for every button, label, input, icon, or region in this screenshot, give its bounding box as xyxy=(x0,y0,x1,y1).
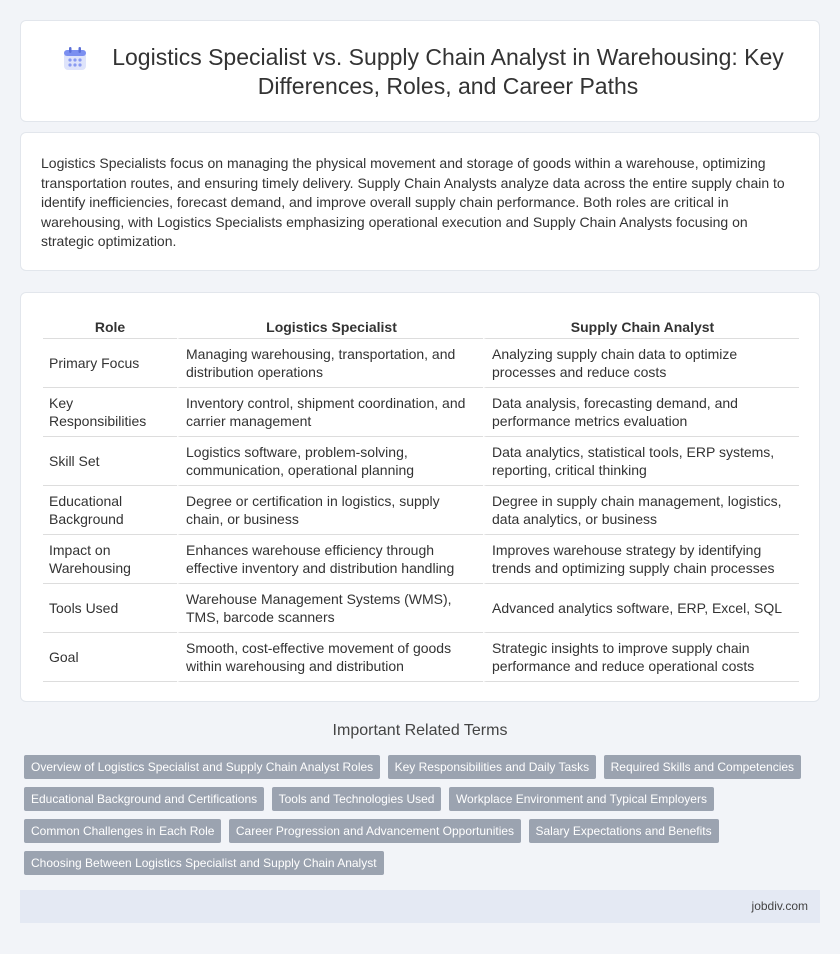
analyst-cell: Improves warehouse strategy by identifying trends and optimizing supply chain processes xyxy=(483,535,799,584)
row-label: Educational Background xyxy=(43,486,177,535)
calendar-icon xyxy=(61,45,89,73)
related-term-tag[interactable]: Workplace Environment and Typical Employers xyxy=(449,787,714,811)
table-row xyxy=(43,388,799,437)
related-term-tag[interactable]: Overview of Logistics Specialist and Supply Chain Analyst Roles xyxy=(24,755,380,779)
table-row xyxy=(43,437,799,486)
intro-card xyxy=(20,132,820,271)
related-term-tag[interactable]: Common Challenges in Each Role xyxy=(24,819,221,843)
logistics-cell: Logistics software, problem-solving, communication, operational planning xyxy=(177,437,483,486)
row-label: Impact on Warehousing xyxy=(43,535,177,584)
analyst-cell: Strategic insights to improve supply chain performance and reduce operational costs xyxy=(483,633,799,682)
row-label: Primary Focus xyxy=(43,339,177,388)
logistics-cell: Enhances warehouse efficiency through effective inventory and distribution handling xyxy=(177,535,483,584)
logistics-cell: Managing warehousing, transportation, and distribution operations xyxy=(177,339,483,388)
related-term-tag[interactable]: Required Skills and Competencies xyxy=(604,755,801,779)
logistics-cell: Degree or certification in logistics, supply chain, or business xyxy=(177,486,483,535)
comparison-card xyxy=(20,292,820,702)
related-term-tag[interactable]: Educational Background and Certifications xyxy=(24,787,264,811)
logistics-cell: Smooth, cost-effective movement of goods within warehousing and distribution xyxy=(177,633,483,682)
header-logistics-specialist: Logistics Specialist xyxy=(177,313,483,339)
comparison-table xyxy=(43,313,799,682)
row-label: Key Responsibilities xyxy=(43,388,177,437)
related-term-tag[interactable]: Tools and Technologies Used xyxy=(272,787,442,811)
related-terms-title: Important Related Terms xyxy=(332,722,508,739)
logistics-cell: Warehouse Management Systems (WMS), TMS, barcode scanners xyxy=(177,584,483,633)
header-supply-chain-analyst: Supply Chain Analyst xyxy=(483,313,799,339)
table-row xyxy=(43,633,799,682)
analyst-cell: Data analytics, statistical tools, ERP systems, reporting, critical thinking xyxy=(483,437,799,486)
row-label: Goal xyxy=(43,633,177,682)
related-term-tag[interactable]: Key Responsibilities and Daily Tasks xyxy=(388,755,597,779)
related-term-tag[interactable]: Salary Expectations and Benefits xyxy=(529,819,719,843)
row-label: Skill Set xyxy=(43,437,177,486)
logistics-cell: Inventory control, shipment coordination, and carrier management xyxy=(177,388,483,437)
header-card xyxy=(20,20,820,122)
related-term-tag[interactable]: Career Progression and Advancement Opportunities xyxy=(229,819,521,843)
table-row xyxy=(43,339,799,388)
analyst-cell: Data analysis, forecasting demand, and performance metrics evaluation xyxy=(483,388,799,437)
intro-paragraph: Logistics Specialists focus on managing the physical movement and storage of goods within a warehouse, optimizing transportation routes, and ensuring timely delivery. Supply Chain Analysts analyze data across the entire supply chain to identify inefficiencies, forecast demand, and improve overall supply chain performance. Both roles are critical in warehousing, with Logistics Specialists emphasizing operational execution and Supply Chain Analysts focusing on strategic optimization. xyxy=(41,155,785,250)
table-row xyxy=(43,486,799,535)
analyst-cell: Advanced analytics software, ERP, Excel, SQL xyxy=(483,584,799,633)
table-row xyxy=(43,535,799,584)
table-header-row xyxy=(43,313,799,339)
related-terms-list xyxy=(24,755,814,883)
header-role: Role xyxy=(43,313,177,339)
page-title: Logistics Specialist vs. Supply Chain Analyst in Warehousing: Key Differences, Roles, and Career Paths xyxy=(112,44,784,99)
row-label: Tools Used xyxy=(43,584,177,633)
footer xyxy=(20,890,820,923)
analyst-cell: Degree in supply chain management, logistics, data analytics, or business xyxy=(483,486,799,535)
related-term-tag[interactable]: Choosing Between Logistics Specialist and Supply Chain Analyst xyxy=(24,851,384,875)
footer-site-link[interactable]: jobdiv.com xyxy=(751,899,808,913)
table-row xyxy=(43,584,799,633)
analyst-cell: Analyzing supply chain data to optimize processes and reduce costs xyxy=(483,339,799,388)
